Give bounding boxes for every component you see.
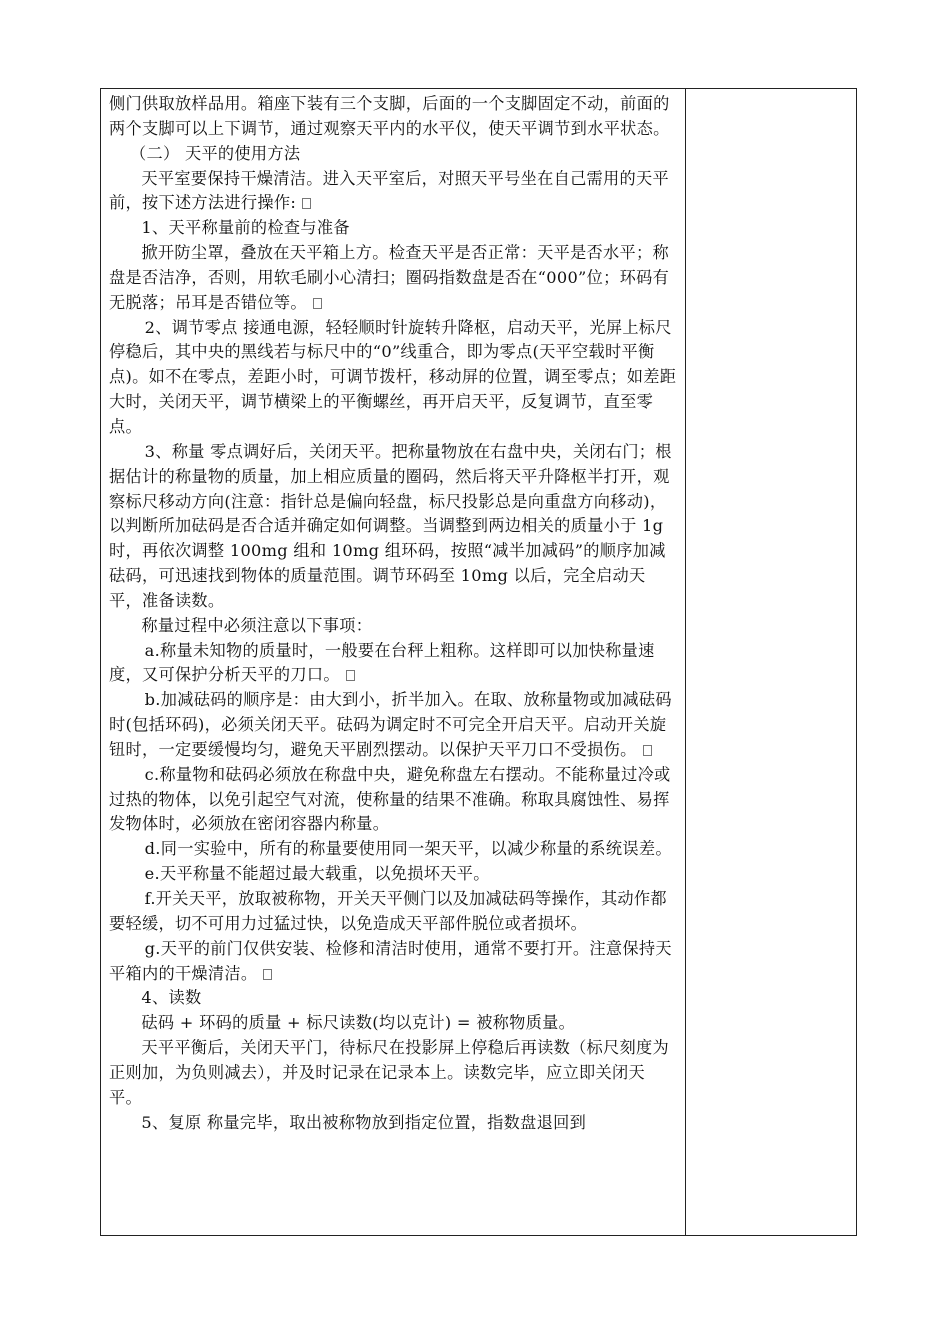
paragraph-check: 掀开防尘罩，叠放在天平箱上方。检查天平是否正常：天平是否水平；称盘是否洁净，否则，用软毛刷小心清扫；圈码指数盘是否在“000”位；环码有无脱落；吊耳是否错位等。: [109, 243, 670, 312]
document-table: [100, 88, 857, 1236]
paragraph-usage: 天平室要保持干燥清洁。进入天平室后，对照天平号坐在自己需用的天平前，按下述方法进行操作:: [109, 168, 669, 213]
paragraph-weighing: 3、称量 零点调好后，关闭天平。把称量物放在右盘中央，关闭右门；根据估计的称量物的质量，加上相应质量的圈码，然后将天平升降枢半打开，观察标尺移动方向(注意：指针总是偏向轻盘，标尺投影总是向重盘方向移动)，以判断所加砝码是否合适并确定如何调整。当调整到两边相关的质量小于 1g 时，再依次调整 100mg 组和 10mg 组环码，按照“减半加减码”的顺序加减砝码，可迅速找到物体的质量范围。调节环码至 10mg 以后，完全启动天平，准备读数。: [109, 441, 672, 610]
step-heading-4: 4、读数: [141, 988, 202, 1008]
note-f: f.开关天平，放取被称物，开关天平侧门以及加减砝码等操作，其动作都要轻缓，切不可用力过猛过快，以免造成天平部件脱位或者损坏。: [109, 889, 667, 933]
note-e: e.天平称量不能超过最大载重，以免损坏天平。: [144, 864, 490, 884]
note-a: a.称量未知物的质量时，一般要在台秤上粗称。这样即可以加快称量速度，又可保护分析天平的刀口。: [109, 640, 655, 685]
note-c: c.称量物和砝码必须放在称盘中央，避免称盘左右摆动。不能称量过冷或过热的物体，以免引起空气对流，使称量的结果不准确。称取具腐蚀性、易挥发物体时，必须放在密闭容器内称量。: [109, 764, 671, 834]
box-glyph-icon: [302, 198, 311, 209]
content-cell: [109, 92, 677, 1135]
paragraph-formula: 砝码 + 环码的质量 + 标尺读数(均以克计) = 被称物质量。: [141, 1013, 576, 1033]
note-g: g.天平的前门仅供安装、检修和清洁时使用，通常不要打开。注意保持天平箱内的干燥清洁。: [109, 938, 672, 983]
paragraph-restore: 5、复原 称量完毕，取出被称物放到指定位置，指数盘退回到: [141, 1112, 587, 1132]
step-heading-1: 1、天平称量前的检查与准备: [141, 218, 350, 238]
paragraph-reading: 天平平衡后，关闭天平门，待标尺在投影屏上停稳后再读数（标尺刻度为正则加，为负则减去），并及时记录在记录本上。读数完毕，应立即关闭天平。: [109, 1038, 669, 1107]
box-glyph-icon: [313, 298, 322, 309]
box-glyph-icon: [643, 745, 652, 756]
note-d: d.同一实验中，所有的称量要使用同一架天平，以减少称量的系统误差。: [144, 839, 672, 859]
box-glyph-icon: [263, 969, 272, 980]
paragraph-notes-heading: 称量过程中必须注意以下事项：: [141, 615, 373, 635]
box-glyph-icon: [346, 670, 355, 681]
section-heading: （二） 天平的使用方法: [130, 143, 301, 163]
paragraph-zero-point: 2、调节零点 接通电源，轻轻顺时针旋转升降枢，启动天平，光屏上标尺停稳后，其中央的黑线若与标尺中的“0”线重合，即为零点(天平空载时平衡点)。如不在零点，差距小时，可调节拨杆，移动屏的位置，调至零点；如差距大时，关闭天平，调节横梁上的平衡螺丝，再开启天平，反复调节，直至零点。: [109, 317, 677, 436]
side-cell: [686, 89, 856, 1235]
note-b: b.加减砝码的顺序是：由大到小，折半加入。在取、放称量物或加减砝码时(包括环码)，必须关闭天平。砝码为调定时不可完全开启天平。启动开关旋钮时，一定要缓慢均匀，避免天平剧烈摆动。以保护天平刀口不受损伤。: [109, 690, 672, 759]
paragraph-intro: 侧门供取放样品用。箱座下装有三个支脚，后面的一个支脚固定不动，前面的两个支脚可以上下调节，通过观察天平内的水平仪，使天平调节到水平状态。: [109, 94, 670, 138]
